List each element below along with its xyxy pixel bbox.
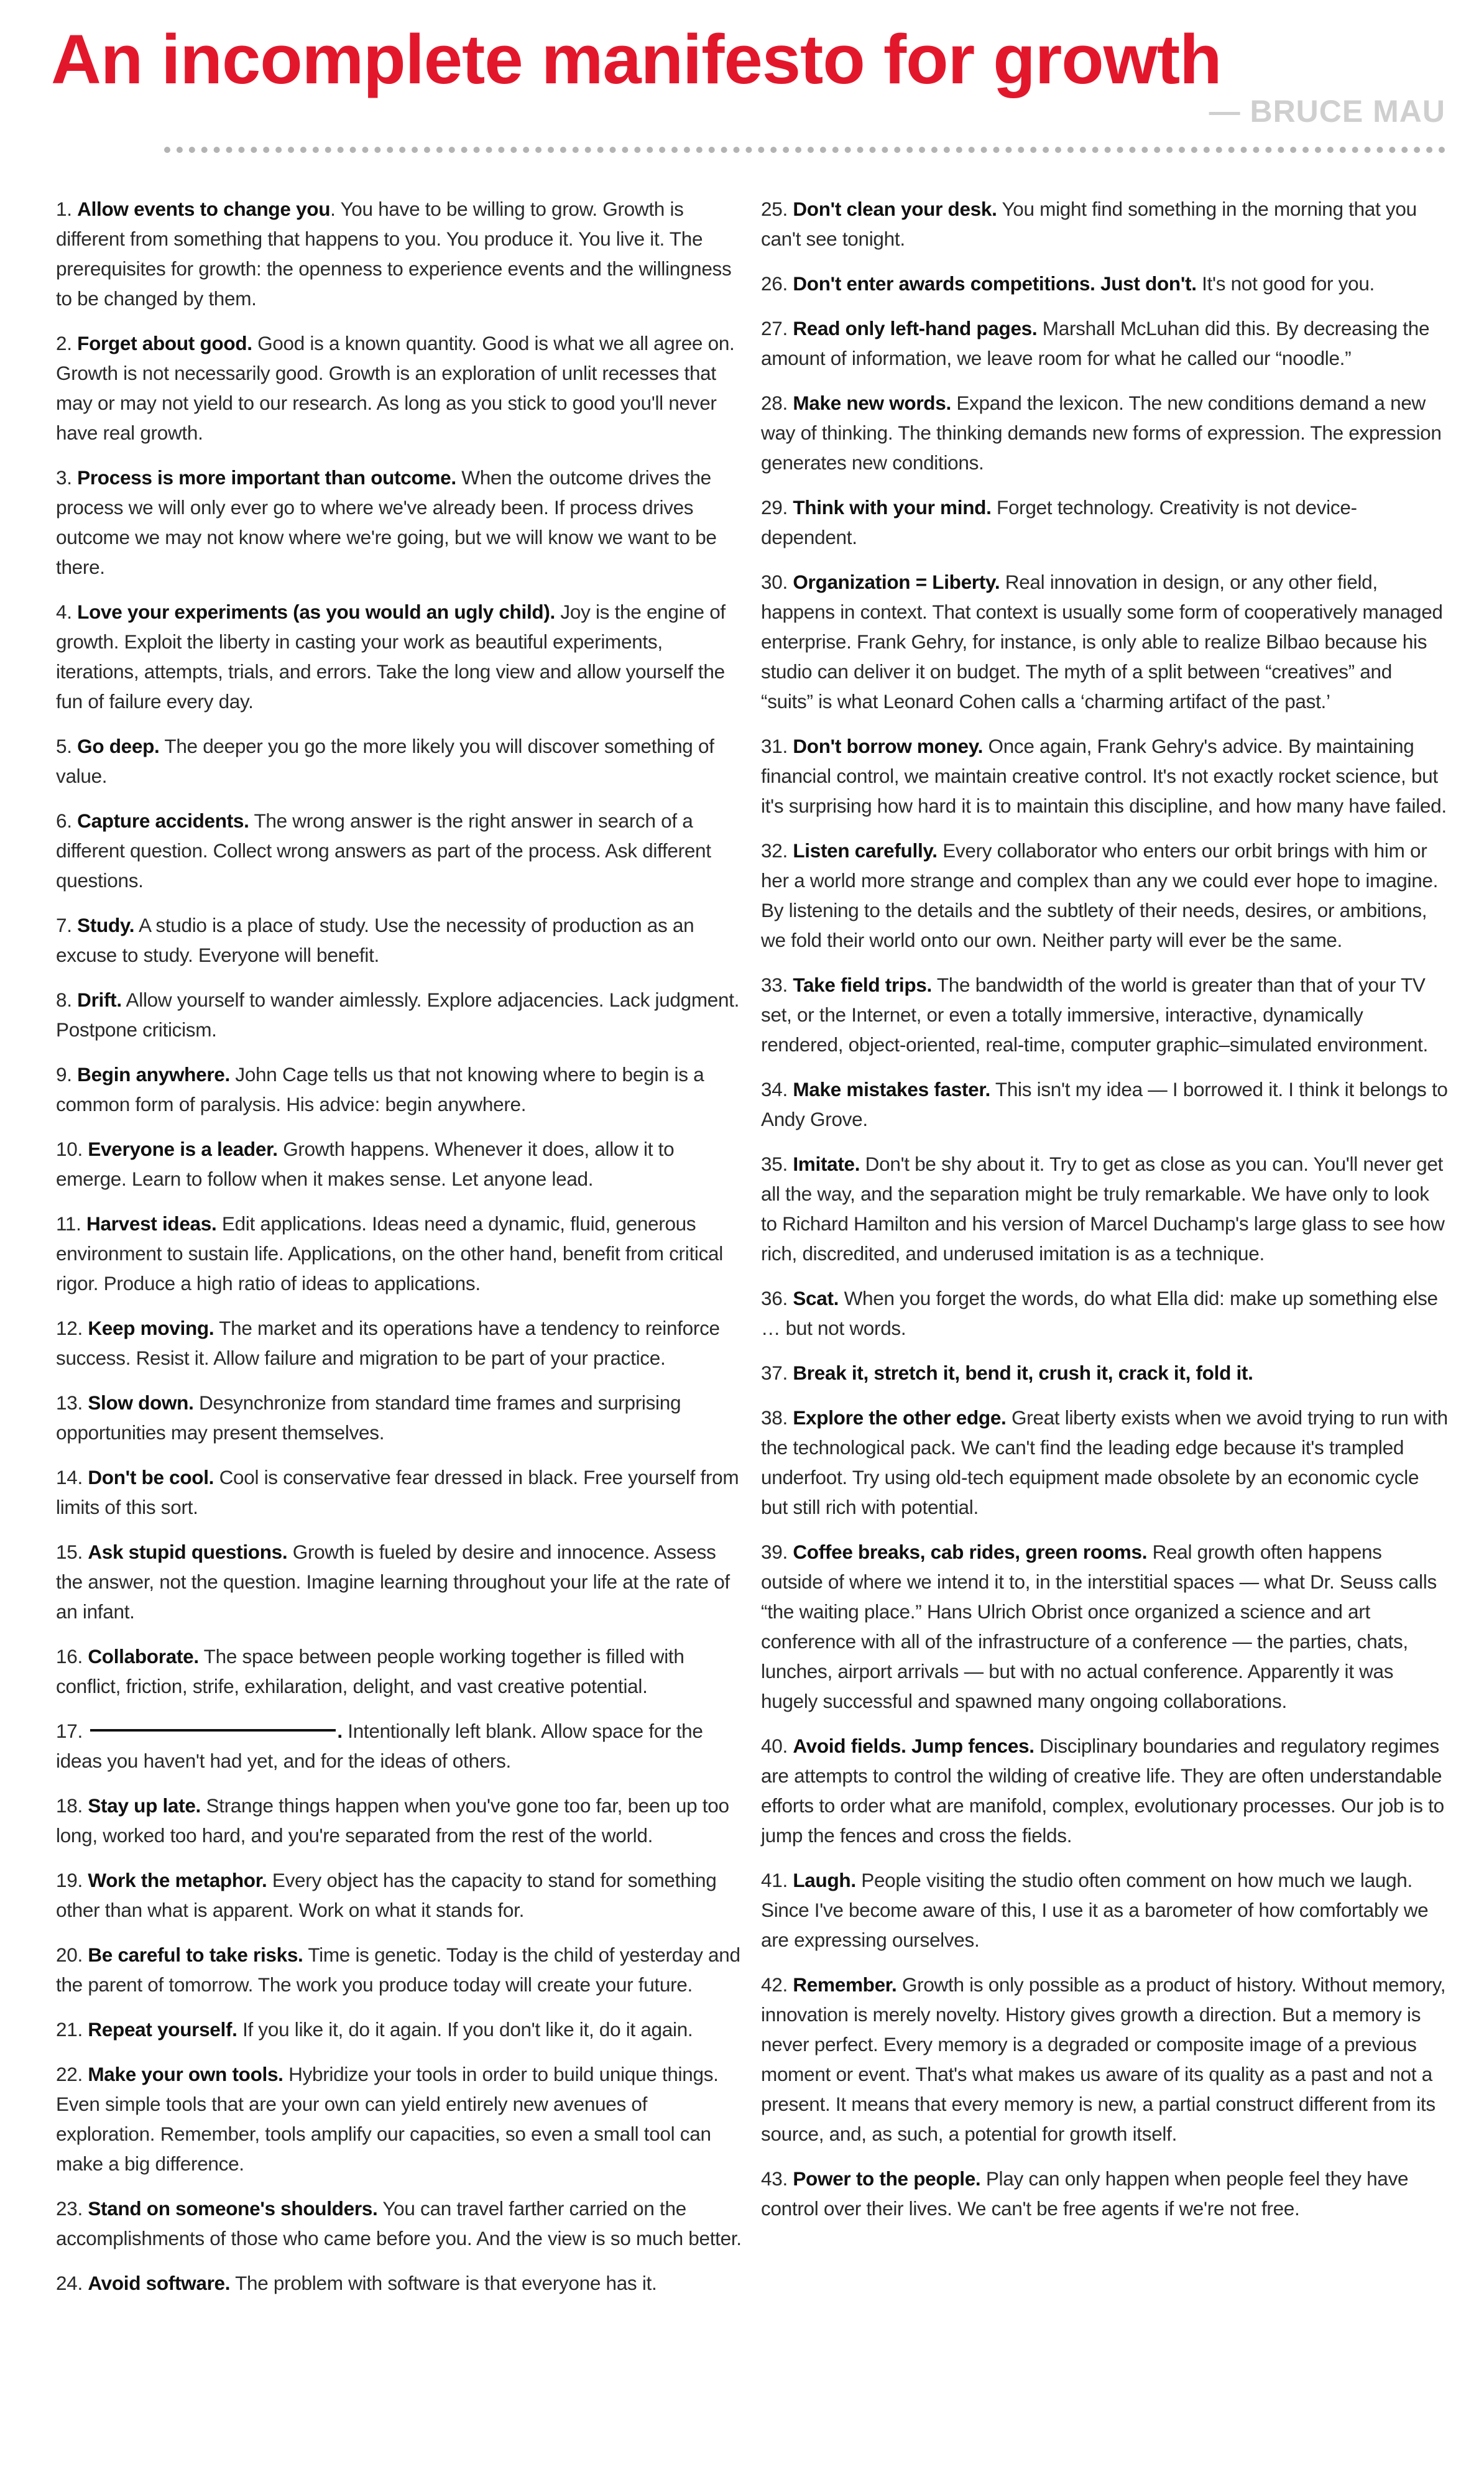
item-body: Hybridize your tools in order to build unique things. Even simple tools that are your own can yield entirely new avenues of exploration. Remember, tools amplify our capacities, so even a small tool can make a big difference.: [56, 2063, 719, 2175]
manifesto-item: [56, 731, 744, 791]
item-number: 9.: [56, 1063, 72, 1086]
item-number: 41.: [761, 1869, 788, 1891]
item-number: 12.: [56, 1317, 83, 1339]
manifesto-item: [761, 567, 1449, 716]
item-number: 38.: [761, 1406, 788, 1429]
item-heading: Drift.: [77, 989, 122, 1011]
manifesto-item: [761, 1403, 1449, 1522]
item-number: 40.: [761, 1735, 788, 1757]
item-heading: Work the metaphor.: [88, 1869, 267, 1891]
item-body: The market and its operations have a tendency to reinforce success. Resist it. Allow failure and migration to be part of your practice.: [56, 1317, 720, 1369]
manifesto-item: [56, 2059, 744, 2179]
item-body: John Cage tells us that not knowing where to begin is a common form of paralysis. His advice: begin anywhere.: [56, 1063, 704, 1115]
manifesto-item: [56, 985, 744, 1045]
item-number: 6.: [56, 810, 72, 832]
item-heading: Keep moving.: [88, 1317, 214, 1339]
item-heading: Avoid fields. Jump fences.: [793, 1735, 1035, 1757]
left-column: [56, 194, 744, 2313]
item-number: 39.: [761, 1541, 788, 1563]
item-number: 36.: [761, 1287, 788, 1309]
item-heading: Allow events to change you: [77, 198, 331, 220]
manifesto-item: [56, 2268, 744, 2298]
item-number: 27.: [761, 317, 788, 339]
item-body: Marshall McLuhan did this. By decreasing the amount of information, we leave room for what he called our “noodle.”: [761, 317, 1430, 369]
manifesto-item: [56, 1940, 744, 2000]
item-heading: Scat.: [793, 1287, 839, 1309]
item-number: 13.: [56, 1391, 83, 1414]
item-number: 43.: [761, 2167, 788, 2190]
item-body: You might find something in the morning that you can't see tonight.: [761, 198, 1417, 250]
manifesto-item: [761, 970, 1449, 1059]
item-heading: Organization = Liberty.: [793, 571, 1000, 593]
item-body: When the outcome drives the process we will only ever go to where we've already been. If process drives outcome we may not know where we're going, but we will know we want to be there.: [56, 466, 717, 578]
dotted-divider: [164, 147, 1445, 153]
item-number: 23.: [56, 2197, 83, 2220]
manifesto-item: [761, 1074, 1449, 1134]
item-body: The space between people working together is filled with conflict, friction, strife, exhilaration, delight, and vast creative potential.: [56, 1645, 684, 1697]
manifesto-item: [56, 1059, 744, 1119]
item-body: The problem with software is that everyone has it.: [230, 2272, 657, 2294]
right-column: [761, 194, 1449, 2238]
item-heading: Read only left-hand pages.: [793, 317, 1038, 339]
manifesto-item: [56, 1209, 744, 1298]
item-number: 20.: [56, 1944, 83, 1966]
item-heading: Repeat yourself.: [88, 2018, 237, 2041]
item-heading: Power to the people.: [793, 2167, 981, 2190]
item-number: 7.: [56, 914, 72, 936]
item-heading: Laugh.: [793, 1869, 856, 1891]
item-number: 25.: [761, 198, 788, 220]
item-number: 32.: [761, 839, 788, 862]
item-number: 24.: [56, 2272, 83, 2294]
item-body: Disciplinary boundaries and regulatory regimes are attempts to control the wilding of creative life. They are often understandable efforts to order what are manifold, complex, evolutionary processes. Our job is to jump the fences and cross the fields.: [761, 1735, 1444, 1847]
item-body: People visiting the studio often comment on how much we laugh. Since I've become aware of this, I use it as a barometer of how comfortably we are expressing ourselves.: [761, 1869, 1429, 1951]
manifesto-item: [56, 1537, 744, 1626]
manifesto-item: [761, 313, 1449, 373]
manifesto-item: [761, 836, 1449, 955]
item-body: Edit applications. Ideas need a dynamic, fluid, generous environment to sustain life. Applications, on the other hand, benefit from critical rigor. Produce a high ratio of ideas to applications.: [56, 1212, 723, 1294]
item-number: 37.: [761, 1362, 788, 1384]
item-number: 31.: [761, 735, 788, 757]
item-heading: Go deep.: [77, 735, 160, 757]
item-body: Every object has the capacity to stand for something other than what is apparent. Work on what it stands for.: [56, 1869, 717, 1921]
item-body: Good is a known quantity. Good is what we all agree on. Growth is not necessarily good. Growth is an exploration of unlit recesses that may or may not yield to our research. As long as you stick to good you'll never have real growth.: [56, 332, 735, 444]
item-body: The bandwidth of the world is greater than that of your TV set, or the Internet, or even a totally immersive, interactive, dynamically rendered, object-oriented, real-time, computer graphic–simulated environment.: [761, 974, 1428, 1056]
item-number: 18.: [56, 1794, 83, 1817]
manifesto-item: [761, 1537, 1449, 1716]
item-number: 28.: [761, 392, 788, 414]
item-heading: Imitate.: [793, 1153, 860, 1175]
item-body: When you forget the words, do what Ella did: make up something else … but not words.: [761, 1287, 1438, 1339]
item-body: Joy is the engine of growth. Exploit the liberty in casting your work as beautiful experiments, iterations, attempts, trials, and errors. Take the long view and allow yourself the fun of failure every day.: [56, 601, 726, 713]
item-number: 17.: [56, 1720, 83, 1742]
item-heading: Harvest ideas.: [86, 1212, 217, 1235]
item-number: 21.: [56, 2018, 83, 2041]
manifesto-item: [761, 2164, 1449, 2223]
item-heading: Think with your mind.: [793, 496, 992, 519]
item-number: 3.: [56, 466, 72, 489]
item-body: Every collaborator who enters our orbit brings with him or her a world more strange and complex than any we could ever hope to imagine. By listening to the details and the subtlety of their needs, desires, or ambitions, we fold their world onto our own. Neither party will ever be the same.: [761, 839, 1439, 951]
manifesto-item: [761, 269, 1449, 298]
item-number: 2.: [56, 332, 72, 354]
item-number: 34.: [761, 1078, 788, 1100]
item-body: Allow yourself to wander aimlessly. Explore adjacencies. Lack judgment. Postpone criticism.: [56, 989, 740, 1041]
manifesto-item: [56, 806, 744, 895]
item-heading: Don't clean your desk.: [793, 198, 997, 220]
manifesto-item: [56, 1313, 744, 1373]
manifesto-item: [56, 1791, 744, 1850]
item-body: Time is genetic. Today is the child of yesterday and the parent of tomorrow. The work you produce today will create your future.: [56, 1944, 740, 1996]
item-heading: Don't be cool.: [88, 1466, 214, 1488]
item-heading: Take field trips.: [793, 974, 932, 996]
item-heading: Listen carefully.: [793, 839, 938, 862]
manifesto-item: [56, 2193, 744, 2253]
item-body: A studio is a place of study. Use the necessity of production as an excuse to study. Everyone will benefit.: [56, 914, 694, 966]
manifesto-item: [56, 910, 744, 970]
manifesto-item: [761, 1731, 1449, 1850]
item-number: 10.: [56, 1138, 83, 1160]
manifesto-item: [761, 1865, 1449, 1955]
item-body: Growth is fueled by desire and innocence. Assess the answer, not the question. Imagine learning throughout your life at the rate of an infant.: [56, 1541, 730, 1623]
manifesto-item: [56, 2014, 744, 2044]
manifesto-item: [56, 1462, 744, 1522]
item-body: The deeper you go the more likely you will discover something of value.: [56, 735, 714, 787]
blank-line: [90, 1729, 336, 1732]
manifesto-item: [761, 1358, 1449, 1388]
item-body: If you like it, do it again. If you don't like it, do it again.: [237, 2018, 693, 2041]
item-heading: .: [337, 1720, 343, 1742]
item-body: Growth is only possible as a product of history. Without memory, innovation is merely novelty. History gives growth a direction. But a memory is never perfect. Every memory is a degraded or composite image of a previous moment or event. That's what makes us aware of its quality as a past and not a present. It means that every memory is new, a partial construct different from its source, and, as such, a potential for growth itself.: [761, 1973, 1446, 2145]
manifesto-item: [56, 1641, 744, 1701]
item-body: Real growth often happens outside of where we intend it to, in the interstitial spaces — what Dr. Seuss calls “the waiting place.” Hans Ulrich Obrist once organized a science and art conference with all of the infrastructure of a conference — the parties, chats, lunches, airport arrivals — but with no actual conference. Apparently it was hugely successful and spawned many ongoing collaborations.: [761, 1541, 1437, 1712]
item-body: Desynchronize from standard time frames and surprising opportunities may present themselves.: [56, 1391, 681, 1444]
item-number: 15.: [56, 1541, 83, 1563]
manifesto-item: [761, 492, 1449, 552]
item-heading: Make your own tools.: [88, 2063, 283, 2085]
manifesto-item: [761, 731, 1449, 821]
item-heading: Be careful to take risks.: [88, 1944, 303, 1966]
item-number: 8.: [56, 989, 72, 1011]
item-body: Growth happens. Whenever it does, allow it to emerge. Learn to follow when it makes sense. Let anyone lead.: [56, 1138, 675, 1190]
item-number: 11.: [56, 1212, 81, 1235]
manifesto-item: [761, 1970, 1449, 2149]
item-body: It's not good for you.: [1196, 272, 1375, 295]
item-body: Forget technology. Creativity is not device-dependent.: [761, 496, 1357, 548]
manifesto-item: [761, 1283, 1449, 1343]
item-heading: Slow down.: [88, 1391, 194, 1414]
manifesto-item: [56, 463, 744, 582]
item-heading: Explore the other edge.: [793, 1406, 1007, 1429]
author-byline: — BRUCE MAU: [1209, 94, 1445, 129]
item-heading: Make mistakes faster.: [793, 1078, 990, 1100]
item-body: Play can only happen when people feel they have control over their lives. We can't be free agents if we're not free.: [761, 2167, 1409, 2220]
item-body: . You have to be willing to grow. Growth is different from something that happens to you. You produce it. You live it. The prerequisites for growth: the openness to experience events and the willingness to be changed by them.: [56, 198, 732, 310]
item-number: 19.: [56, 1869, 83, 1891]
manifesto-item: [56, 1134, 744, 1194]
item-body: The wrong answer is the right answer in search of a different question. Collect wrong answers as part of the process. Ask different questions.: [56, 810, 711, 892]
item-heading: Don't enter awards competitions. Just don't.: [793, 272, 1197, 295]
item-heading: Avoid software.: [88, 2272, 231, 2294]
item-body: Once again, Frank Gehry's advice. By maintaining financial control, we maintain creative control. It's not exactly rocket science, but it's surprising how hard it is to maintain this discipline, and how many have failed.: [761, 735, 1447, 817]
item-body: Intentionally left blank. Allow space for the ideas you haven't had yet, and for the ideas of others.: [56, 1720, 703, 1772]
item-heading: Everyone is a leader.: [88, 1138, 278, 1160]
item-heading: Break it, stretch it, bend it, crush it, crack it, fold it.: [793, 1362, 1253, 1384]
item-heading: Begin anywhere.: [77, 1063, 230, 1086]
item-number: 26.: [761, 272, 788, 295]
item-heading: Collaborate.: [88, 1645, 199, 1667]
item-body: Great liberty exists when we avoid trying to run with the technological pack. We can't find the leading edge because it's trampled underfoot. Try using old-tech equipment made obsolete by an economic cycle but still rich with potential.: [761, 1406, 1448, 1518]
manifesto-item: [56, 328, 744, 448]
item-body: Expand the lexicon. The new conditions demand a new way of thinking. The thinking demands new forms of expression. The expression generates new conditions.: [761, 392, 1442, 474]
manifesto-item: [761, 388, 1449, 477]
item-heading: Make new words.: [793, 392, 951, 414]
item-number: 14.: [56, 1466, 83, 1488]
item-heading: Remember.: [793, 1973, 897, 1996]
item-number: 5.: [56, 735, 72, 757]
manifesto-item: [56, 1388, 744, 1447]
item-heading: Forget about good.: [77, 332, 252, 354]
item-number: 22.: [56, 2063, 83, 2085]
item-body: Real innovation in design, or any other field, happens in context. That context is usually some form of cooperatively managed enterprise. Frank Gehry, for instance, is only able to realize Bilbao because his studio can deliver it on budget. The myth of a split between “creatives” and “suits” is what Leonard Cohen calls a ‘charming artifact of the past.’: [761, 571, 1443, 713]
item-heading: Study.: [77, 914, 135, 936]
item-body: Strange things happen when you've gone too far, been up too long, worked too hard, and you're separated from the rest of the world.: [56, 1794, 729, 1847]
item-number: 30.: [761, 571, 788, 593]
item-heading: Stay up late.: [88, 1794, 201, 1817]
item-number: 4.: [56, 601, 72, 623]
page-title: An incomplete manifesto for growth: [51, 21, 1222, 98]
manifesto-item: [761, 1149, 1449, 1268]
manifesto-item: [56, 1716, 744, 1776]
item-number: 35.: [761, 1153, 788, 1175]
item-heading: Love your experiments (as you would an ugly child).: [77, 601, 555, 623]
item-number: 33.: [761, 974, 788, 996]
item-number: 16.: [56, 1645, 83, 1667]
item-body: Don't be shy about it. Try to get as close as you can. You'll never get all the way, and the separation might be truly remarkable. We have only to look to Richard Hamilton and his version of Marcel Duchamp's large glass to see how rich, discredited, and underused imitation is as a technique.: [761, 1153, 1445, 1265]
item-number: 42.: [761, 1973, 788, 1996]
item-heading: Ask stupid questions.: [88, 1541, 288, 1563]
item-number: 1.: [56, 198, 72, 220]
item-heading: Process is more important than outcome.: [77, 466, 456, 489]
manifesto-item: [761, 194, 1449, 254]
item-heading: Don't borrow money.: [793, 735, 984, 757]
manifesto-item: [56, 597, 744, 716]
item-number: 29.: [761, 496, 788, 519]
item-body: You can travel farther carried on the accomplishments of those who came before you. And the view is so much better.: [56, 2197, 742, 2249]
item-heading: Stand on someone's shoulders.: [88, 2197, 378, 2220]
manifesto-item: [56, 1865, 744, 1925]
item-body: Cool is conservative fear dressed in black. Free yourself from limits of this sort.: [56, 1466, 739, 1518]
item-heading: Coffee breaks, cab rides, green rooms.: [793, 1541, 1148, 1563]
item-heading: Capture accidents.: [77, 810, 249, 832]
item-body: This isn't my idea — I borrowed it. I think it belongs to Andy Grove.: [761, 1078, 1448, 1130]
manifesto-item: [56, 194, 744, 313]
